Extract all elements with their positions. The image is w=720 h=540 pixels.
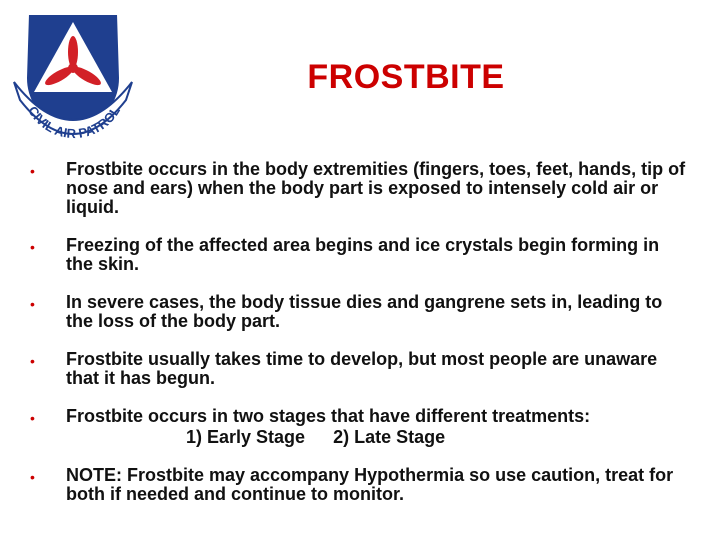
bullet-text: In severe cases, the body tissue dies and gangrene sets in, leading to the loss of the body part. [66,292,663,331]
list-item [30,236,690,274]
bullet-list [30,160,690,523]
slide-title: FROSTBITE [307,58,505,96]
list-item [30,407,690,447]
logo-text: CIVIL AIR PATROL [25,103,123,142]
bullet-text: Frostbite usually takes time to develop, but most people are unaware that it has begun. [66,349,658,388]
bullet-text: NOTE: Frostbite may accompany Hypothermia so use caution, treat for both if needed and continue to monitor. [66,465,674,504]
bullet-icon: • [30,469,35,485]
bullet-icon: • [30,239,35,255]
bullet-text: Freezing of the affected area begins and ice crystals begin forming in the skin. [66,235,660,274]
list-item [30,160,690,217]
early-stage-label: 1) Early Stage [186,427,306,447]
bullet-text: Frostbite occurs in two stages that have different treatments: [66,406,591,426]
bullet-icon: • [30,353,35,369]
civil-air-patrol-logo [8,8,138,150]
list-item [30,293,690,331]
bullet-icon: • [30,163,35,179]
list-item [30,466,690,504]
bullet-text: Frostbite occurs in the body extremities (fingers, toes, feet, hands, tip of nose and ears) when the body part is exposed to intensely cold air or liquid. [66,159,686,217]
stages-line [66,428,690,447]
late-stage-label: 2) Late Stage [333,427,446,447]
bullet-icon: • [30,410,35,426]
bullet-icon: • [30,296,35,312]
list-item [30,350,690,388]
